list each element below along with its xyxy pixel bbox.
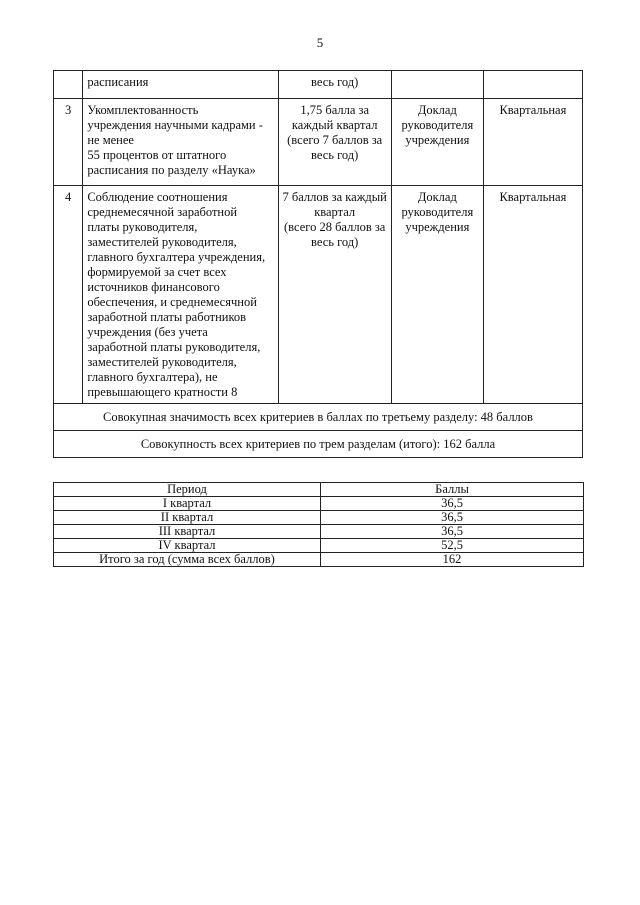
table-row xyxy=(54,186,583,404)
table-row xyxy=(54,99,583,186)
table-row xyxy=(54,525,584,539)
points-cell: 36,5 xyxy=(321,511,584,525)
period-cell: IV квартал xyxy=(54,539,321,553)
table-row xyxy=(54,71,583,99)
criterion-periodicity: Квартальная xyxy=(483,99,582,186)
points-cell: 36,5 xyxy=(321,497,584,511)
criterion-description: Укомплектованность учреждения научными кадрами - не менее 55 процентов от штатного расписания по разделу «Наука» xyxy=(83,99,278,186)
page-number: 5 xyxy=(316,35,324,50)
points-cell: 36,5 xyxy=(321,525,584,539)
criterion-source: Доклад руководителя учреждения xyxy=(391,99,483,186)
criterion-periodicity: Квартальная xyxy=(483,186,582,404)
criterion-score: весь год) xyxy=(278,71,391,99)
criterion-source: Доклад руководителя учреждения xyxy=(391,186,483,404)
periods-table xyxy=(53,482,584,567)
period-cell: III квартал xyxy=(54,525,321,539)
criteria-table xyxy=(53,70,583,458)
criterion-periodicity xyxy=(483,71,582,99)
criterion-number xyxy=(54,71,83,99)
criterion-number: 4 xyxy=(54,186,83,404)
total-summary: Совокупность всех критериев по трем разделам (итого): 162 балла xyxy=(54,431,583,458)
criterion-description: расписания xyxy=(83,71,278,99)
table-header-row xyxy=(54,483,584,497)
summary-row xyxy=(54,431,583,458)
section-summary: Совокупная значимость всех критериев в баллах по третьему разделу: 48 баллов xyxy=(54,404,583,431)
criterion-score: 7 баллов за каждый квартал (всего 28 баллов за весь год) xyxy=(278,186,391,404)
period-cell: I квартал xyxy=(54,497,321,511)
points-cell: 52,5 xyxy=(321,539,584,553)
criterion-number: 3 xyxy=(54,99,83,186)
period-cell: II квартал xyxy=(54,511,321,525)
period-header: Период xyxy=(54,483,321,497)
criterion-source xyxy=(391,71,483,99)
table-row xyxy=(54,497,584,511)
summary-row xyxy=(54,404,583,431)
criterion-score: 1,75 балла за каждый квартал (всего 7 баллов за весь год) xyxy=(278,99,391,186)
table-row xyxy=(54,511,584,525)
table-row xyxy=(54,553,584,567)
criterion-description: Соблюдение соотношения среднемесячной заработной платы руководителя, заместителей руководителя, главного бухгалтера учреждения, формируемой за счет всех источников финансового обеспечения, и среднемесячной заработной платы работников учреждения (без учета заработной платы руководителя, заместителей руководителя, главного бухгалтера), не превышающего кратности 8 xyxy=(83,186,278,404)
period-cell: Итого за год (сумма всех баллов) xyxy=(54,553,321,567)
points-cell: 162 xyxy=(321,553,584,567)
table-row xyxy=(54,539,584,553)
points-header: Баллы xyxy=(321,483,584,497)
